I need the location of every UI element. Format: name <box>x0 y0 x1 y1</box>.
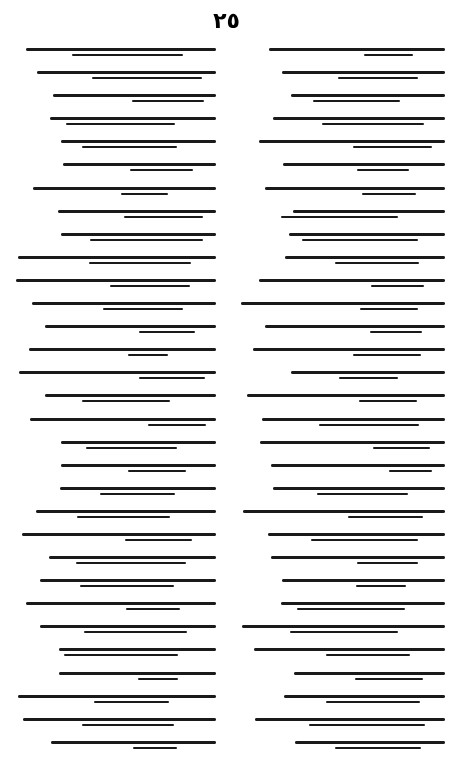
handwriting-stroke <box>61 441 216 444</box>
handwriting-stroke <box>60 487 216 490</box>
verse-line <box>237 40 445 62</box>
handwriting-stroke <box>281 216 398 218</box>
verse-line <box>8 86 216 108</box>
verse-line <box>237 63 445 85</box>
handwriting-stroke <box>77 516 170 518</box>
handwriting-stroke <box>268 533 445 536</box>
verse-line <box>237 109 445 131</box>
handwriting-stroke <box>132 100 204 102</box>
verse-line <box>8 594 216 616</box>
handwriting-stroke <box>128 470 186 472</box>
verse-line <box>237 386 445 408</box>
verse-line <box>237 317 445 339</box>
verse-line <box>237 86 445 108</box>
handwriting-stroke <box>295 741 445 744</box>
handwriting-stroke <box>317 493 408 495</box>
verse-line <box>237 340 445 362</box>
handwriting-stroke <box>356 585 406 587</box>
verse-line <box>8 109 216 131</box>
handwriting-stroke <box>373 447 430 449</box>
handwriting-stroke <box>139 331 195 333</box>
handwriting-stroke <box>294 672 445 675</box>
handwriting-stroke <box>253 348 445 351</box>
verse-line <box>237 733 445 755</box>
handwriting-stroke <box>364 54 413 56</box>
handwriting-stroke <box>72 54 183 56</box>
verse-line <box>237 594 445 616</box>
handwriting-stroke <box>45 325 216 328</box>
handwriting-stroke <box>260 441 445 444</box>
handwriting-stroke <box>49 556 216 559</box>
handwriting-stroke <box>302 239 418 241</box>
handwriting-stroke <box>26 48 216 51</box>
page-header <box>8 6 445 40</box>
verse-line <box>8 202 216 224</box>
verse-line <box>237 132 445 154</box>
handwriting-stroke <box>259 279 445 282</box>
handwriting-stroke <box>126 608 180 610</box>
handwriting-stroke <box>265 325 445 328</box>
verse-line <box>8 571 216 593</box>
handwriting-stroke <box>37 71 216 74</box>
handwriting-stroke <box>125 539 192 541</box>
verse-line <box>8 63 216 85</box>
handwriting-stroke <box>86 447 177 449</box>
verse-line <box>237 687 445 709</box>
verse-line <box>8 132 216 154</box>
verse-line <box>8 640 216 662</box>
verse-line <box>8 294 216 316</box>
handwriting-stroke <box>313 100 400 102</box>
handwriting-stroke <box>281 602 445 605</box>
page-number: ٢٥ <box>213 9 240 34</box>
verse-line <box>237 640 445 662</box>
verse-line <box>8 40 216 62</box>
handwriting-stroke <box>371 285 424 287</box>
handwriting-stroke <box>89 262 191 264</box>
verse-line <box>8 664 216 686</box>
handwriting-stroke <box>335 262 419 264</box>
handwriting-stroke <box>291 94 445 97</box>
handwriting-stroke <box>285 256 445 259</box>
verse-line <box>237 363 445 385</box>
verse-line <box>8 248 216 270</box>
verse-line <box>237 225 445 247</box>
handwriting-stroke <box>63 163 216 166</box>
handwriting-stroke <box>338 77 418 79</box>
handwriting-stroke <box>94 701 169 703</box>
handwriting-stroke <box>357 562 418 564</box>
handwriting-stroke <box>284 695 445 698</box>
handwriting-stroke <box>148 424 206 426</box>
handwriting-stroke <box>40 579 216 582</box>
handwriting-stroke <box>40 625 216 628</box>
verse-line <box>8 479 216 501</box>
verse-line <box>237 155 445 177</box>
verse-line <box>237 548 445 570</box>
handwriting-stroke <box>59 648 216 651</box>
handwriting-stroke <box>348 516 423 518</box>
verse-line <box>8 525 216 547</box>
verse-line <box>8 456 216 478</box>
handwriting-stroke <box>355 678 423 680</box>
verse-line <box>237 433 445 455</box>
verse-line <box>8 225 216 247</box>
handwriting-stroke <box>100 493 175 495</box>
verse-columns <box>8 40 445 755</box>
verse-line <box>237 410 445 432</box>
handwriting-stroke <box>259 140 445 143</box>
handwriting-stroke <box>84 631 187 633</box>
handwriting-stroke <box>110 285 190 287</box>
handwriting-stroke <box>61 464 216 467</box>
handwriting-stroke <box>282 579 445 582</box>
handwriting-stroke <box>339 377 398 379</box>
verse-line <box>237 202 445 224</box>
verse-line <box>8 687 216 709</box>
handwriting-stroke <box>269 48 445 51</box>
handwriting-stroke <box>82 724 174 726</box>
handwriting-stroke <box>254 648 445 651</box>
verse-line <box>237 502 445 524</box>
verse-line <box>237 456 445 478</box>
handwriting-stroke <box>130 169 193 171</box>
handwriting-stroke <box>357 169 409 171</box>
verse-line <box>8 340 216 362</box>
handwriting-stroke <box>128 354 168 356</box>
verse-line <box>8 317 216 339</box>
handwriting-stroke <box>76 562 186 564</box>
verse-line <box>8 733 216 755</box>
handwriting-stroke <box>51 741 216 744</box>
handwriting-stroke <box>23 718 216 721</box>
handwriting-stroke <box>289 233 445 236</box>
handwriting-stroke <box>82 146 177 148</box>
handwriting-stroke <box>353 354 421 356</box>
handwriting-stroke <box>139 377 205 379</box>
handwriting-stroke <box>370 331 422 333</box>
handwriting-stroke <box>273 487 445 490</box>
handwriting-stroke <box>353 146 432 148</box>
handwriting-stroke <box>265 187 445 190</box>
handwriting-stroke <box>247 394 445 397</box>
handwriting-stroke <box>18 695 216 698</box>
handwriting-stroke <box>311 539 418 541</box>
handwriting-stroke <box>297 608 405 610</box>
handwriting-stroke <box>389 470 432 472</box>
verse-line <box>8 271 216 293</box>
handwriting-stroke <box>326 701 420 703</box>
verse-column-left <box>8 40 216 755</box>
handwriting-stroke <box>326 654 410 656</box>
handwriting-stroke <box>262 418 445 421</box>
handwriting-stroke <box>61 140 216 143</box>
verse-line <box>237 664 445 686</box>
handwriting-stroke <box>133 747 177 749</box>
handwriting-stroke <box>124 216 203 218</box>
verse-line <box>8 710 216 732</box>
handwriting-stroke <box>271 464 445 467</box>
handwriting-stroke <box>19 371 216 374</box>
handwriting-stroke <box>32 302 216 305</box>
verse-line <box>8 548 216 570</box>
verse-line <box>8 502 216 524</box>
handwriting-stroke <box>335 747 421 749</box>
handwriting-stroke <box>309 724 425 726</box>
handwriting-stroke <box>26 602 216 605</box>
verse-line <box>237 294 445 316</box>
handwriting-stroke <box>271 556 445 559</box>
handwriting-stroke <box>293 210 445 213</box>
handwriting-stroke <box>80 585 174 587</box>
handwriting-stroke <box>36 510 216 513</box>
verse-line <box>8 410 216 432</box>
verse-line <box>237 479 445 501</box>
handwriting-stroke <box>282 71 445 74</box>
handwriting-stroke <box>16 279 216 282</box>
handwriting-stroke <box>90 239 203 241</box>
verse-line <box>8 363 216 385</box>
handwriting-stroke <box>103 308 183 310</box>
handwriting-stroke <box>243 510 445 513</box>
verse-line <box>8 386 216 408</box>
handwriting-stroke <box>92 77 202 79</box>
handwriting-stroke <box>22 533 216 536</box>
handwriting-stroke <box>29 348 216 351</box>
handwriting-stroke <box>291 371 445 374</box>
verse-line <box>237 179 445 201</box>
handwriting-stroke <box>359 400 417 402</box>
handwriting-stroke <box>241 302 445 305</box>
verse-line <box>237 571 445 593</box>
verse-line <box>8 617 216 639</box>
handwriting-stroke <box>322 123 424 125</box>
verse-line <box>237 271 445 293</box>
verse-line <box>8 433 216 455</box>
handwriting-stroke <box>360 308 418 310</box>
handwriting-stroke <box>283 163 445 166</box>
handwriting-stroke <box>82 400 170 402</box>
handwriting-stroke <box>61 233 216 236</box>
handwriting-stroke <box>18 256 216 259</box>
verse-line <box>8 155 216 177</box>
handwriting-stroke <box>66 123 175 125</box>
handwriting-stroke <box>45 394 216 397</box>
handwriting-stroke <box>33 187 216 190</box>
handwriting-stroke <box>58 210 216 213</box>
verse-line <box>237 617 445 639</box>
handwriting-stroke <box>290 631 398 633</box>
verse-line <box>237 525 445 547</box>
verse-line <box>237 710 445 732</box>
handwriting-stroke <box>64 654 178 656</box>
handwriting-stroke <box>53 94 216 97</box>
verse-line <box>237 248 445 270</box>
handwriting-stroke <box>273 117 445 120</box>
handwriting-stroke <box>138 678 178 680</box>
handwriting-stroke <box>242 625 445 628</box>
handwriting-stroke <box>30 418 216 421</box>
handwriting-stroke <box>255 718 445 721</box>
handwriting-stroke <box>50 117 216 120</box>
verse-column-right <box>237 40 445 755</box>
handwriting-stroke <box>59 672 216 675</box>
handwriting-stroke <box>362 193 416 195</box>
verse-line <box>8 179 216 201</box>
handwriting-stroke <box>319 424 419 426</box>
handwriting-stroke <box>121 193 168 195</box>
